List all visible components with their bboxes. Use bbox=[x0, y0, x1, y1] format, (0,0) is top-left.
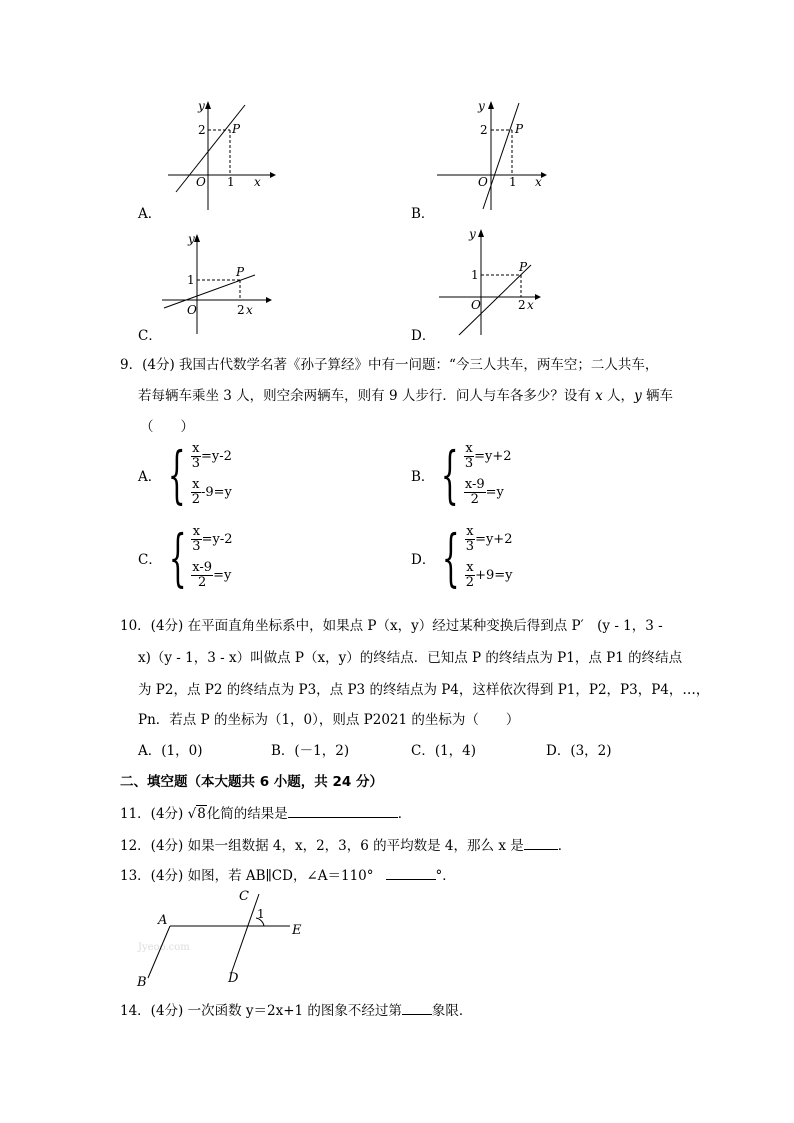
tick-y: 2 bbox=[480, 123, 488, 137]
q10-option-b[interactable]: B．(－1，2) bbox=[271, 743, 350, 759]
q9-option-c[interactable]: C． { $\frac{x}{3}$ =y-2 $\frac{x-9}{2}$ =y bbox=[138, 520, 233, 594]
point-label: P bbox=[515, 122, 524, 136]
brace-icon: { bbox=[441, 437, 460, 511]
x-axis-label: x bbox=[246, 303, 253, 317]
graph-c bbox=[160, 228, 280, 338]
point-label: P bbox=[519, 260, 528, 274]
q9-option-d[interactable]: D． { $\frac{x}{3}$ =y+2 $\frac{x}{2}$ +9=y bbox=[411, 520, 513, 594]
option-b-label: B． bbox=[411, 206, 435, 222]
graph-a bbox=[160, 95, 280, 215]
q10-option-c[interactable]: C．(1，4) bbox=[411, 743, 477, 759]
function-line bbox=[176, 105, 245, 192]
q10-line4: Pn．若点 P 的坐标为（1，0），则点 P2021 的坐标为（ ） bbox=[138, 712, 520, 728]
q9-answer-paren: （ ） bbox=[140, 419, 194, 435]
option-d-label: D． bbox=[411, 328, 436, 344]
q13: 13．(4分) 如图，若 AB∥CD，∠A＝110° °． bbox=[120, 868, 456, 884]
x-axis-arrow bbox=[270, 172, 276, 178]
q10-line1: 10．(4分) 在平面直角坐标系中，如果点 P（x，y）经过某种变换后得到点 P′ (y - 1，3 - bbox=[120, 618, 663, 634]
graph-b bbox=[435, 95, 555, 215]
watermark: Jyeoo.com bbox=[138, 942, 190, 953]
origin-label: O bbox=[196, 175, 206, 189]
x-axis-arrow bbox=[535, 294, 541, 300]
option-c-label: C． bbox=[138, 328, 162, 344]
q14: 14．(4分) 一次函数 y＝2x+1 的图象不经过第 象限． bbox=[120, 1003, 473, 1019]
point-label: P bbox=[236, 265, 245, 279]
tick-y: 2 bbox=[198, 123, 206, 137]
section-heading: 二、填空题（本大题共 6 小题，共 24 分） bbox=[120, 774, 383, 790]
y-axis-arrow bbox=[205, 101, 211, 109]
q11: 11．(4分) √8化简的结果是 ． bbox=[120, 806, 412, 822]
y-axis-label: y bbox=[469, 227, 476, 241]
q9-option-a[interactable]: A． { $\frac{x}{3}$ =y-2 $\frac{x}{2}$ -9=y bbox=[138, 437, 232, 511]
q9-option-b[interactable]: B． { $\frac{x}{3}$ =y+2 $\frac{x-9}{2}$ =y bbox=[411, 437, 512, 511]
q10-option-d[interactable]: D．(3，2) bbox=[546, 743, 612, 759]
x-axis-label: x bbox=[527, 298, 534, 312]
q10-option-a[interactable]: A．(1，0) bbox=[138, 743, 203, 759]
q12: 12．(4分) 如果一组数据 4，x，2，3，6 的平均数是 4，那么 x 是 ． bbox=[120, 838, 572, 854]
brace-icon: { bbox=[168, 437, 186, 511]
brace-icon: { bbox=[168, 520, 187, 594]
tick-y: 1 bbox=[471, 268, 479, 282]
y-axis-arrow bbox=[478, 229, 484, 237]
tick-x: 1 bbox=[227, 175, 235, 189]
x-axis-arrow bbox=[266, 297, 272, 303]
answer-blank[interactable] bbox=[386, 879, 436, 880]
q9-line1: 9．(4分) 我国古代数学名著《孙子算经》中有一问题：“今三人共车，两车空；二人共车， bbox=[120, 357, 659, 373]
q9-line2: 若每辆车乘坐 3 人，则空余两辆车，则有 9 人步行．问人与车各多少？设有 x 人，y 辆车 bbox=[138, 388, 673, 404]
line-cd bbox=[231, 894, 259, 974]
q13-figure bbox=[130, 882, 320, 992]
label-c: C bbox=[239, 889, 249, 904]
tick-x: 1 bbox=[509, 175, 517, 189]
x-axis-label: x bbox=[535, 175, 542, 189]
answer-blank[interactable] bbox=[402, 1014, 432, 1015]
brace-icon: { bbox=[442, 520, 460, 594]
function-line bbox=[483, 103, 519, 209]
origin-label: O bbox=[187, 303, 197, 317]
origin-label: O bbox=[478, 175, 488, 189]
label-b: B bbox=[137, 975, 147, 990]
y-axis-label: y bbox=[478, 99, 485, 113]
label-a: A bbox=[158, 913, 168, 928]
tick-x: 2 bbox=[237, 303, 245, 317]
y-axis-label: y bbox=[198, 99, 205, 113]
sqrt-icon: √ bbox=[187, 806, 197, 822]
tick-y: 1 bbox=[187, 273, 195, 287]
answer-blank[interactable] bbox=[524, 849, 558, 850]
answer-blank[interactable] bbox=[288, 817, 398, 818]
q10-line2: x)（y - 1，3 - x）叫做点 P（x，y）的终结点．已知点 P 的终结点为 P1，点 P1 的终结点 bbox=[138, 650, 683, 666]
y-axis-arrow bbox=[488, 101, 494, 109]
x-axis-arrow bbox=[541, 172, 547, 178]
point-label: P bbox=[232, 122, 241, 136]
tick-x: 2 bbox=[518, 298, 526, 312]
y-axis-label: y bbox=[188, 232, 195, 246]
x-axis-label: x bbox=[254, 175, 261, 189]
origin-label: O bbox=[471, 298, 481, 312]
label-d: D bbox=[228, 971, 239, 986]
label-e: E bbox=[292, 923, 302, 938]
label-angle-1: 1 bbox=[257, 907, 265, 921]
graph-d bbox=[435, 223, 555, 338]
q10-line3: 为 P2，点 P2 的终结点为 P3，点 P3 的终结点为 P4，这样依次得到 P1，P2，P3，P4，…， bbox=[138, 682, 710, 698]
option-a-label: A． bbox=[138, 206, 162, 222]
y-axis-arrow bbox=[194, 234, 200, 242]
